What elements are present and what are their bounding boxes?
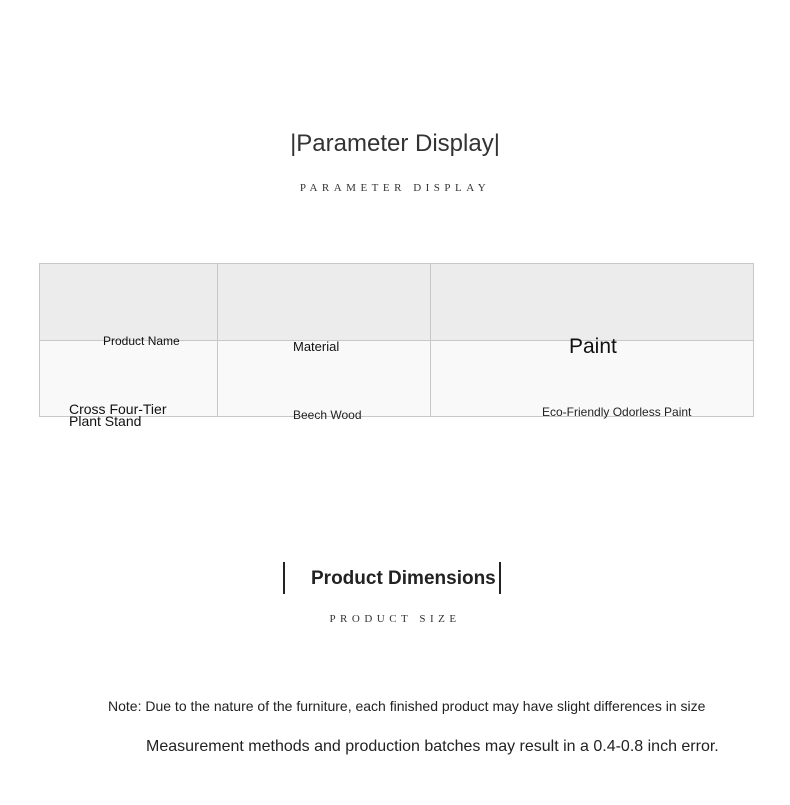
left-divider-bar: [283, 562, 285, 594]
right-divider-bar: [499, 562, 501, 594]
header-paint: Paint: [569, 335, 617, 358]
cell-paint: Eco-Friendly Odorless Paint: [542, 404, 692, 419]
cell-material: Beech Wood: [293, 407, 362, 422]
parameter-display-title: |Parameter Display|: [290, 130, 500, 157]
table-cell: [40, 341, 218, 429]
header-material: Material: [293, 339, 340, 354]
table-header-cell: [431, 264, 754, 358]
size-note-line-2: Measurement methods and production batches may result in a 0.4-0.8 inch error.: [146, 738, 719, 755]
parameter-display-subtitle: PARAMETER DISPLAY: [299, 182, 491, 194]
parameter-table: [39, 263, 754, 429]
size-note-line-1: Note: Due to the nature of the furniture, each finished product may have slight differences in size: [108, 698, 706, 714]
table-header-row: [40, 264, 754, 341]
product-dimensions-heading: [283, 562, 501, 594]
table-header-cell: [40, 264, 218, 348]
cell-product-name: Cross Four-Tier Plant Stand: [69, 400, 167, 429]
table-header-cell: [218, 264, 431, 354]
product-size-subtitle: PRODUCT SIZE: [329, 613, 461, 625]
product-dimensions-title: Product Dimensions: [311, 568, 496, 589]
header-product-name: Product Name: [103, 334, 180, 348]
table-row: [40, 341, 754, 417]
